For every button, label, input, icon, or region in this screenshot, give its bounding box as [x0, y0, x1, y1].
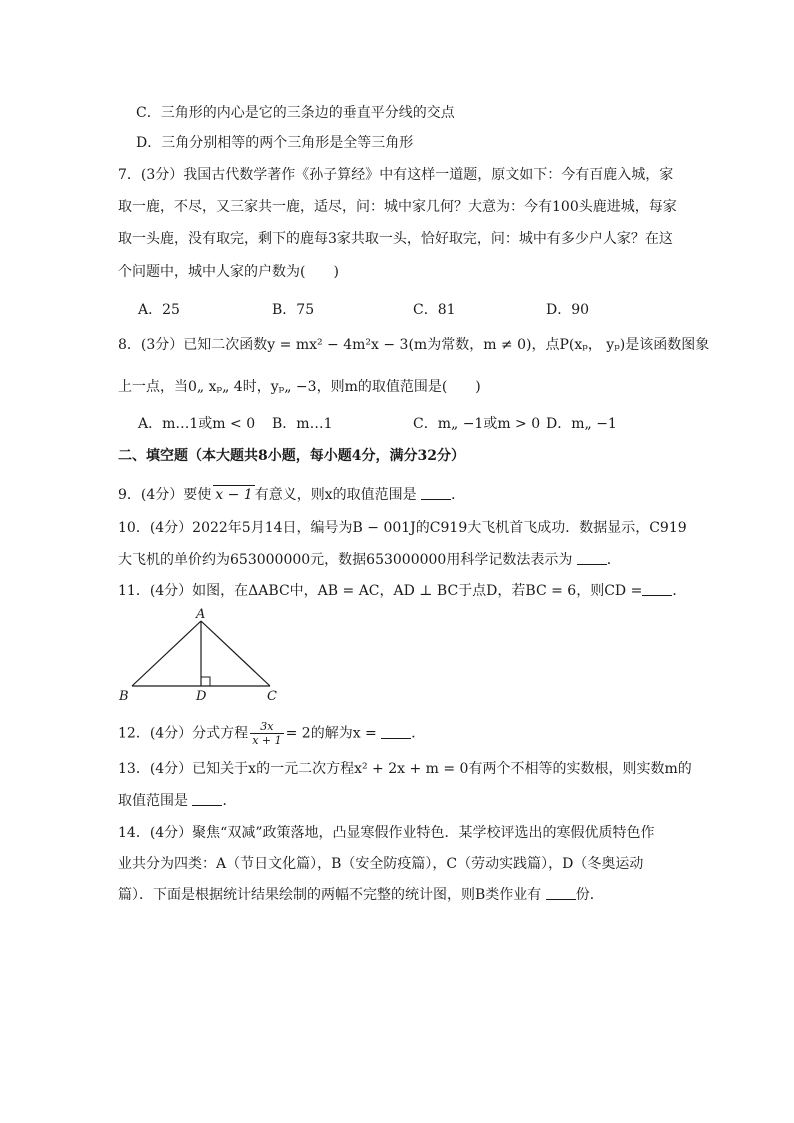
question-14-line-3: [118, 886, 604, 904]
fraction: [250, 720, 283, 747]
label-d: D: [196, 689, 207, 704]
question-14-end: 份．: [575, 887, 604, 903]
question-12-prefix: 12．(4分）分式方程: [118, 725, 249, 742]
section-2-heading: 二、填空题（本大题共8小题，每小题4分，满分32分）: [118, 448, 465, 464]
question-8-option-b: B．m…1: [272, 416, 333, 432]
answer-blank[interactable]: [421, 487, 451, 500]
label-b: B: [119, 689, 129, 704]
answer-blank[interactable]: [546, 887, 576, 900]
question-7-line-4: 个问题中，城中人家的户数为( ): [118, 264, 339, 280]
period: ．: [606, 552, 621, 568]
question-7-option-d: D．90: [546, 302, 590, 318]
triangle-figure: [110, 608, 290, 704]
question-9-suffix: 有意义，则x的取值范围是: [254, 487, 417, 503]
question-8-option-d: D．m„ −1: [546, 416, 617, 432]
fraction-denominator: x + 1: [252, 734, 282, 747]
question-8-option-a: A．m…1或m < 0: [138, 416, 256, 432]
question-13-line-2: [118, 792, 236, 810]
question-7-line-1: 7．(3分）我国古代数学著作《孙子算经》中有这样一道题，原文如下：今有百鹿入城，家: [118, 167, 674, 183]
question-10-line-1: 10．(4分）2022年5月14日，编号为B − 001J的C919大飞机首飞成功．数据显示，C919: [118, 520, 687, 536]
question-7-line-3: 取一头鹿，没有取完，剩下的鹿每3家共取一头，恰好取完，问：城中有多少户人家？在这: [118, 231, 673, 247]
answer-blank[interactable]: [192, 793, 222, 806]
question-10-line-2: [118, 551, 621, 569]
question-8-option-c: C．m„ −1或m > 0: [413, 416, 541, 432]
question-8-line-2: 上一点，当0„ xₚ„ 4时，yₚ„ −3，则m的取值范围是( ): [118, 379, 481, 395]
side-ac: [201, 621, 270, 686]
question-9: [118, 485, 465, 504]
question-13-line-1: 13．(4分）已知关于x的一元二次方程x² + 2x + m = 0有两个不相等的实数根，则实数m的: [118, 761, 692, 777]
label-c: C: [267, 689, 277, 704]
option-6c: C．三角形的内心是它的三条边的垂直平分线的交点: [136, 105, 455, 121]
answer-blank[interactable]: [577, 552, 607, 565]
question-10-text: 大飞机的单价约为653000000元，数据653000000用科学记数法表示为: [118, 552, 573, 568]
question-7-option-a: A．25: [138, 302, 180, 318]
answer-blank[interactable]: [642, 583, 672, 596]
fraction-numerator: 3x: [250, 720, 283, 734]
question-12: [118, 720, 425, 747]
period: ．: [222, 793, 237, 809]
period: ．: [672, 583, 687, 599]
question-7-option-c: C．81: [413, 302, 456, 318]
question-9-prefix: 9．(4分）要使: [118, 487, 212, 503]
question-12-suffix: = 2的解为x =: [285, 725, 377, 742]
side-ab: [132, 621, 201, 686]
period: ．: [411, 725, 426, 742]
label-a: A: [196, 608, 206, 622]
question-11: [118, 582, 686, 600]
question-14-text: 篇）．下面是根据统计结果绘制的两幅不完整的统计图，则B类作业有: [118, 887, 542, 903]
sqrt-radicand: x − 1: [215, 487, 253, 503]
question-8-line-1: 8．(3分）已知二次函数y = mx² − 4m²x − 3(m为常数，m ≠ 0)，点P(xₚ， yₚ)是该函数图象: [118, 337, 710, 353]
sqrt-expression: [213, 485, 254, 504]
option-6d: D．三角分别相等的两个三角形是全等三角形: [136, 135, 414, 151]
question-14-line-2: 业共分为四类：A（节日文化篇），B（安全防疫篇），C（劳动实践篇），D（冬奥运动: [118, 856, 644, 872]
period: ．: [451, 487, 466, 503]
question-14-line-1: 14．(4分）聚焦“双减”政策落地，凸显寒假作业特色．某学校评选出的寒假优质特色作: [118, 825, 655, 841]
answer-blank[interactable]: [381, 726, 411, 739]
question-13-text: 取值范围是: [118, 793, 188, 809]
question-7-option-b: B．75: [272, 302, 315, 318]
question-11-text: 11．(4分）如图，在ΔABC中，AB = AC，AD ⊥ BC于点D，若BC = 6，则CD =: [118, 583, 643, 599]
right-angle-mark: [201, 677, 210, 686]
question-7-line-2: 取一鹿，不尽，又三家共一鹿，适尽，问：城中家几何？大意为：今有100头鹿进城，每家: [118, 199, 677, 215]
